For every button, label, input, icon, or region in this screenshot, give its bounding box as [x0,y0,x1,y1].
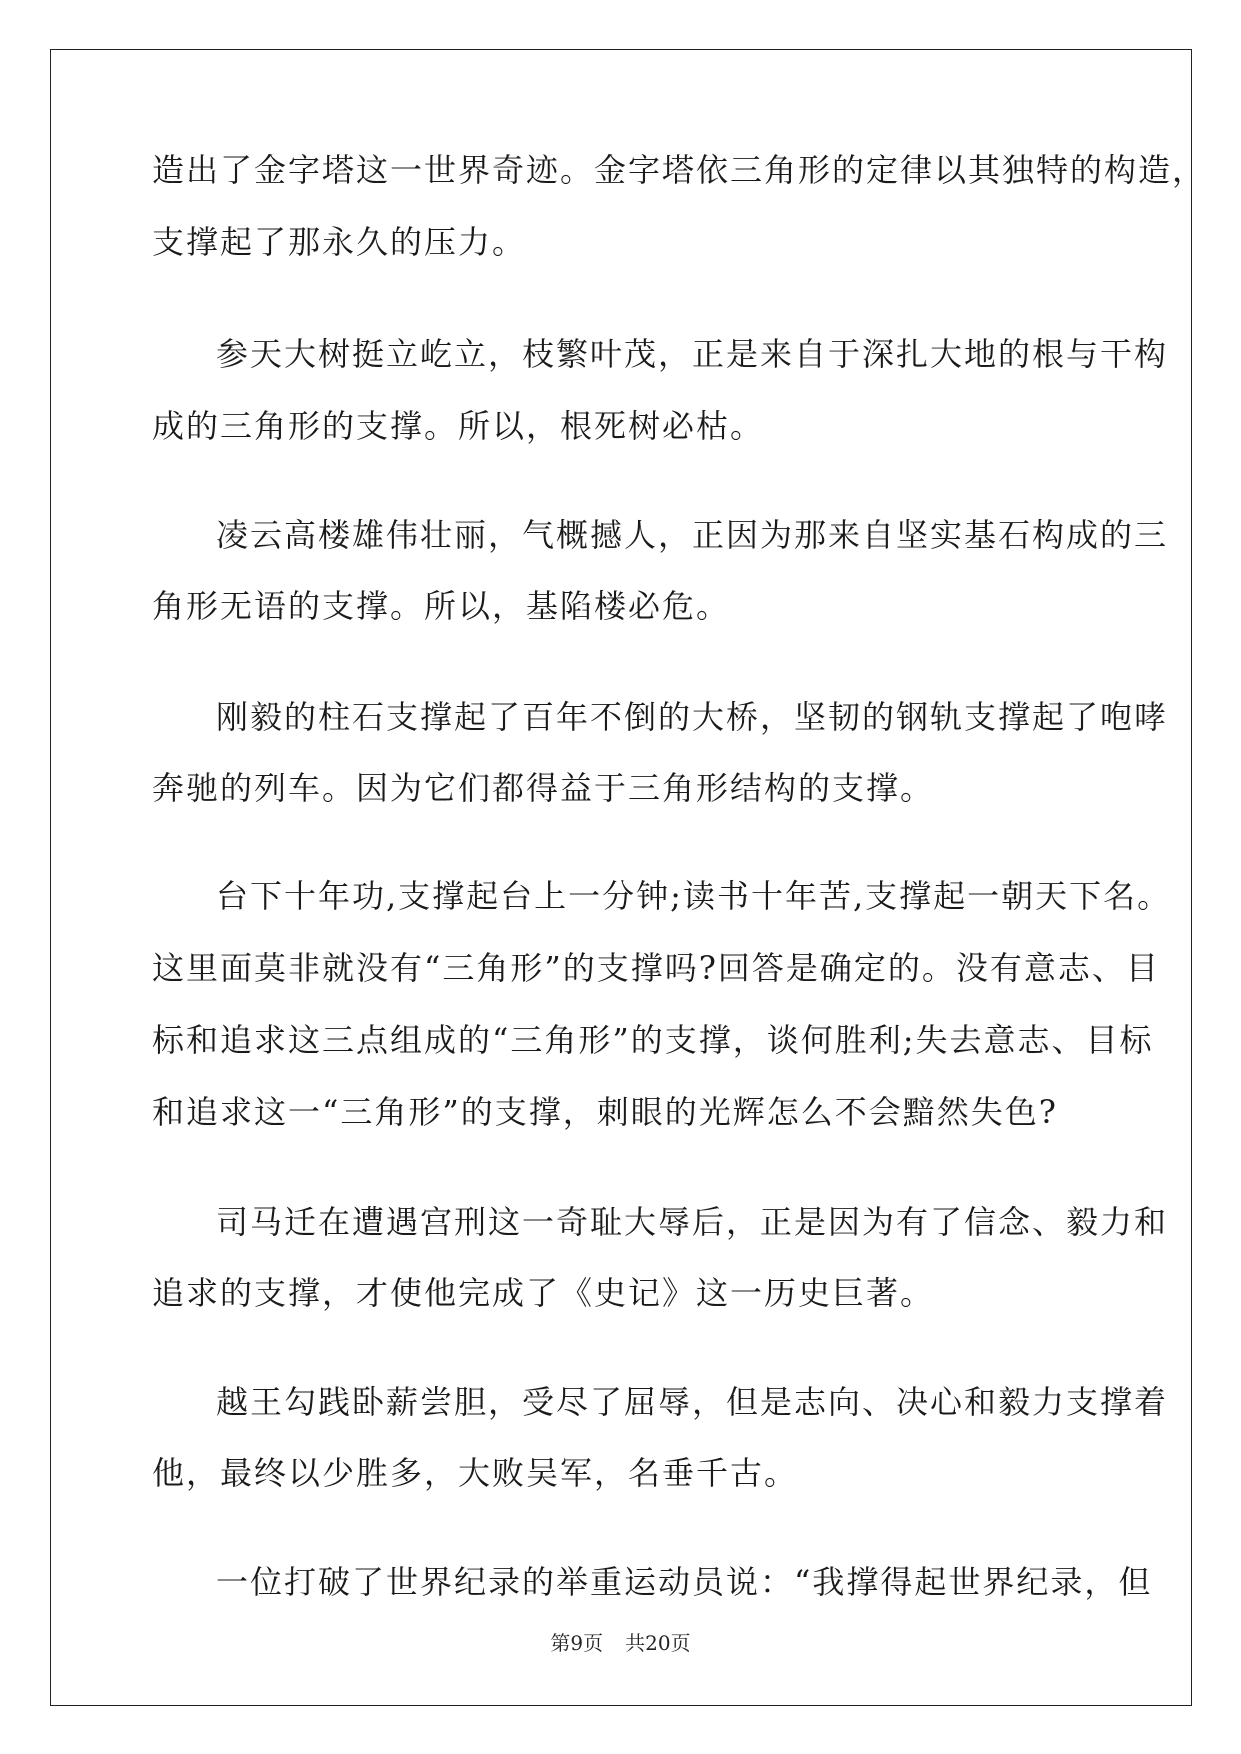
text-line-11: 标和追求这三点组成的“三角形”的支撑，谈何胜利;失去意志、目标 [152,1021,1154,1059]
page-footer [0,1631,1241,1655]
text-line-14: 追求的支撑，才使他完成了《史记》这一历史巨著。 [152,1274,935,1312]
text-line-2: 支撑起了那永久的压力。 [152,223,527,261]
text-line-1: 造出了金字塔这一世界奇迹。金字塔依三角形的定律以其独特的构造， [152,151,1207,189]
text-line-15: 越王勾践卧薪尝胆，受尽了屈辱，但是志向、决心和毅力支撑着 [216,1383,1169,1421]
text-line-6: 角形无语的支撑。所以，基陷楼必危。 [152,587,731,625]
text-line-8: 奔驰的列车。因为它们都得益于三角形结构的支撑。 [152,769,935,807]
text-line-17: 一位打破了世界纪录的举重运动员说：“我撑得起世界纪录，但 [216,1563,1153,1601]
text-line-7: 刚毅的柱石支撑起了百年不倒的大桥，坚韧的钢轨支撑起了咆哮 [216,698,1169,736]
text-line-3: 参天大树挺立屹立，枝繁叶茂，正是来自于深扎大地的根与干构 [216,335,1169,373]
text-line-12: 和追求这一“三角形”的支撑，刺眼的光辉怎么不会黯然失色? [152,1093,1058,1131]
text-line-5: 凌云高楼雄伟壮丽，气概撼人，正因为那来自坚实基石构成的三 [216,516,1169,554]
text-line-10: 这里面莫非就没有“三角形”的支撑吗?回答是确定的。没有意志、目 [152,949,1160,987]
text-line-4: 成的三角形的支撑。所以，根死树必枯。 [152,407,765,445]
page-total: 共20页 [625,1631,691,1655]
page-number: 第9页 [550,1631,604,1655]
text-line-16: 他，最终以少胜多，大败吴军，名垂千古。 [152,1454,799,1492]
text-line-9: 台下十年功,支撑起台上一分钟;读书十年苦,支撑起一朝天下名。 [216,877,1172,915]
text-line-13: 司马迁在遭遇宫刑这一奇耻大辱后，正是因为有了信念、毅力和 [216,1203,1169,1241]
